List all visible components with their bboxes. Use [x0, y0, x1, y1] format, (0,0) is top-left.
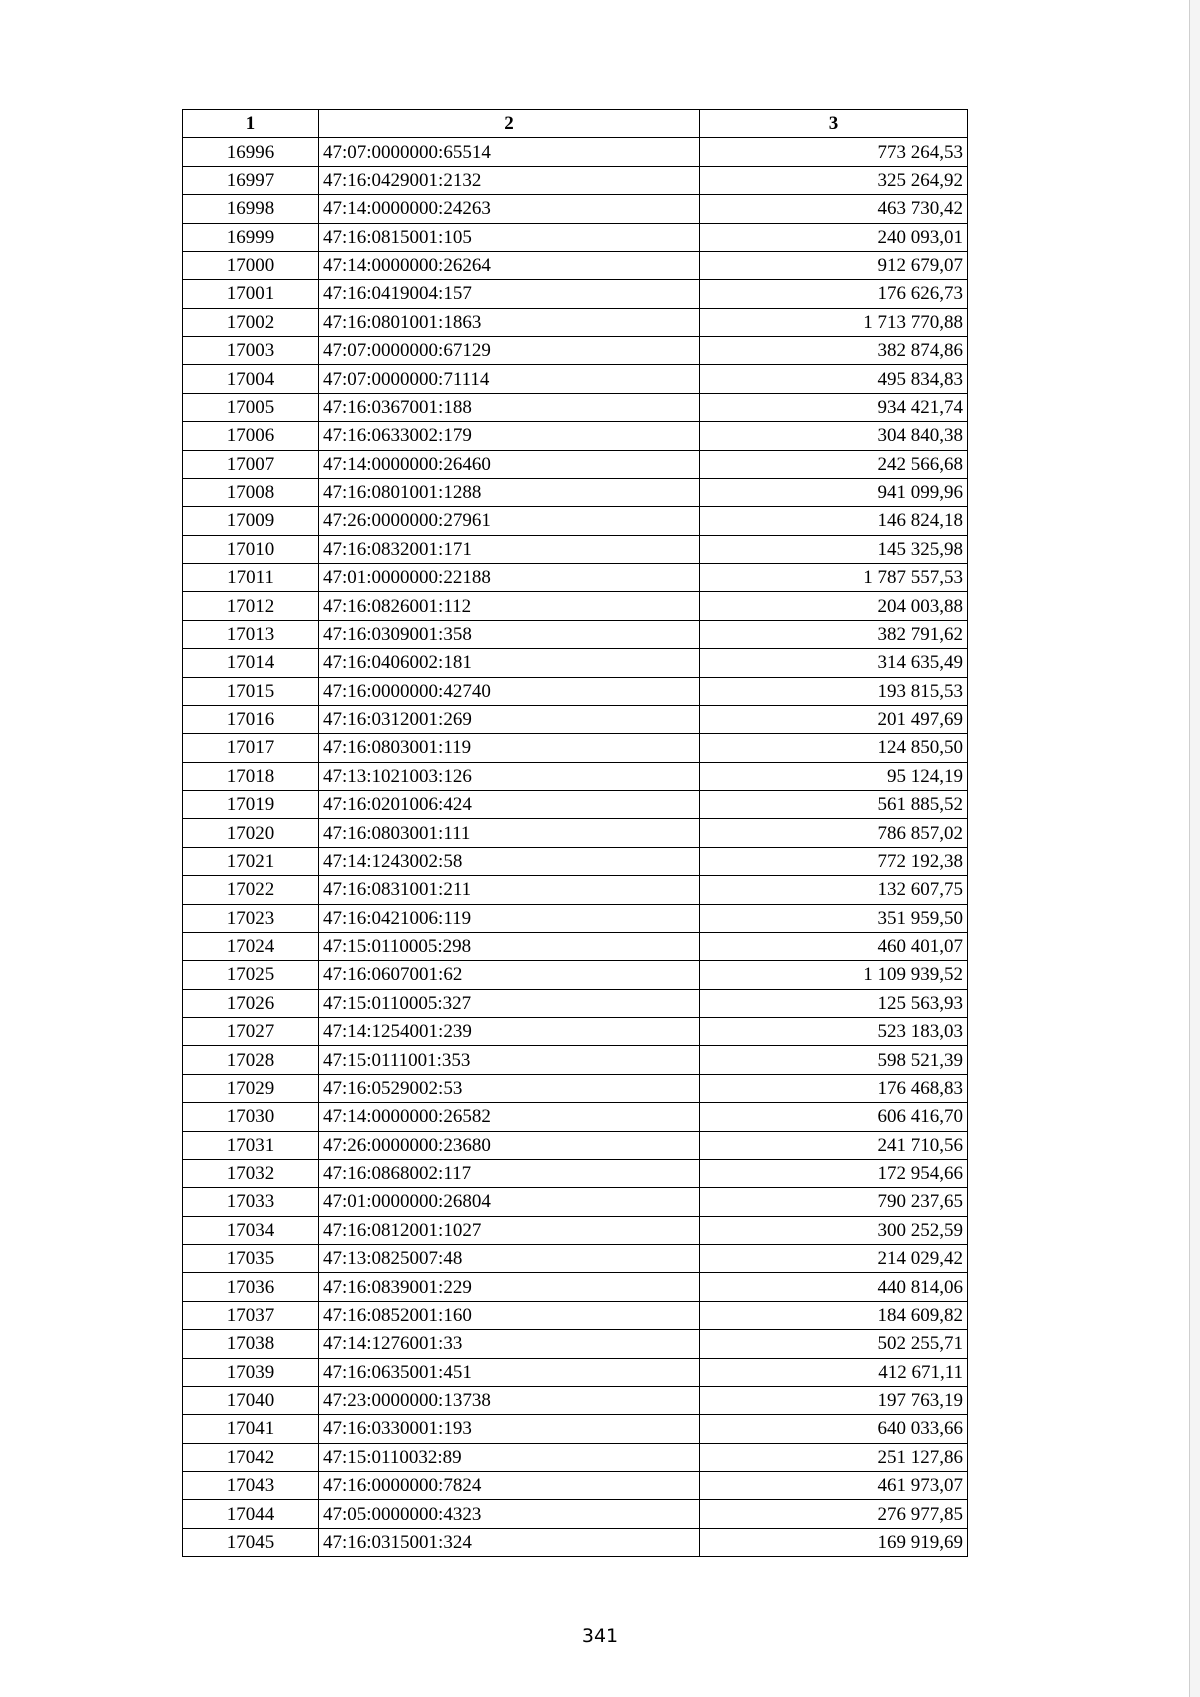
row-number-cell: 17038	[183, 1330, 319, 1358]
table-row	[183, 337, 968, 365]
cadastral-number-cell: 47:14:0000000:26582	[319, 1103, 700, 1131]
table-row	[183, 138, 968, 166]
value-cell: 440 814,06	[700, 1273, 968, 1301]
cadastral-number-cell: 47:26:0000000:23680	[319, 1131, 700, 1159]
row-number-cell: 17016	[183, 705, 319, 733]
table-row	[183, 1074, 968, 1102]
table-row	[183, 1500, 968, 1528]
cadastral-number-cell: 47:16:0421006:119	[319, 904, 700, 932]
cadastral-number-cell: 47:13:0825007:48	[319, 1245, 700, 1273]
row-number-cell: 17026	[183, 989, 319, 1017]
value-cell: 382 791,62	[700, 620, 968, 648]
cadastral-number-cell: 47:07:0000000:65514	[319, 138, 700, 166]
column-header-3: 3	[700, 110, 968, 138]
table-row	[183, 1358, 968, 1386]
row-number-cell: 17045	[183, 1528, 319, 1556]
table-row	[183, 620, 968, 648]
table-row	[183, 1046, 968, 1074]
value-cell: 640 033,66	[700, 1415, 968, 1443]
value-cell: 184 609,82	[700, 1301, 968, 1329]
table-row	[183, 1273, 968, 1301]
data-table	[182, 109, 968, 1557]
table-row	[183, 1188, 968, 1216]
cadastral-number-cell: 47:16:0801001:1288	[319, 478, 700, 506]
row-number-cell: 17004	[183, 365, 319, 393]
value-cell: 463 730,42	[700, 195, 968, 223]
value-cell: 124 850,50	[700, 734, 968, 762]
value-cell: 314 635,49	[700, 649, 968, 677]
value-cell: 169 919,69	[700, 1528, 968, 1556]
table-body	[183, 138, 968, 1557]
row-number-cell: 17014	[183, 649, 319, 677]
row-number-cell: 17017	[183, 734, 319, 762]
value-cell: 773 264,53	[700, 138, 968, 166]
row-number-cell: 17036	[183, 1273, 319, 1301]
row-number-cell: 17007	[183, 450, 319, 478]
cadastral-number-cell: 47:16:0635001:451	[319, 1358, 700, 1386]
value-cell: 1 787 557,53	[700, 564, 968, 592]
row-number-cell: 17024	[183, 932, 319, 960]
table-row	[183, 478, 968, 506]
table-row	[183, 308, 968, 336]
cadastral-number-cell: 47:14:0000000:24263	[319, 195, 700, 223]
value-cell: 176 468,83	[700, 1074, 968, 1102]
value-cell: 132 607,75	[700, 876, 968, 904]
cadastral-number-cell: 47:15:0110032:89	[319, 1443, 700, 1471]
row-number-cell: 17008	[183, 478, 319, 506]
row-number-cell: 17041	[183, 1415, 319, 1443]
value-cell: 204 003,88	[700, 592, 968, 620]
value-cell: 172 954,66	[700, 1159, 968, 1187]
value-cell: 241 710,56	[700, 1131, 968, 1159]
cadastral-number-cell: 47:05:0000000:4323	[319, 1500, 700, 1528]
cadastral-number-cell: 47:16:0312001:269	[319, 705, 700, 733]
cadastral-number-cell: 47:23:0000000:13738	[319, 1386, 700, 1414]
value-cell: 912 679,07	[700, 251, 968, 279]
table-row	[183, 762, 968, 790]
cadastral-number-cell: 47:16:0419004:157	[319, 280, 700, 308]
row-number-cell: 17027	[183, 1018, 319, 1046]
value-cell: 325 264,92	[700, 166, 968, 194]
value-cell: 412 671,11	[700, 1358, 968, 1386]
row-number-cell: 17031	[183, 1131, 319, 1159]
table-row	[183, 649, 968, 677]
cadastral-number-cell: 47:16:0815001:105	[319, 223, 700, 251]
value-cell: 351 959,50	[700, 904, 968, 932]
cadastral-number-cell: 47:16:0803001:119	[319, 734, 700, 762]
value-cell: 251 127,86	[700, 1443, 968, 1471]
value-cell: 382 874,86	[700, 337, 968, 365]
value-cell: 1 109 939,52	[700, 961, 968, 989]
value-cell: 176 626,73	[700, 280, 968, 308]
value-cell: 193 815,53	[700, 677, 968, 705]
row-number-cell: 17002	[183, 308, 319, 336]
table-row	[183, 677, 968, 705]
value-cell: 790 237,65	[700, 1188, 968, 1216]
table-row	[183, 1103, 968, 1131]
cadastral-number-cell: 47:13:1021003:126	[319, 762, 700, 790]
cadastral-number-cell: 47:15:0110005:327	[319, 989, 700, 1017]
cadastral-number-cell: 47:16:0000000:7824	[319, 1472, 700, 1500]
value-cell: 95 124,19	[700, 762, 968, 790]
table-row	[183, 1018, 968, 1046]
cadastral-number-cell: 47:16:0852001:160	[319, 1301, 700, 1329]
value-cell: 201 497,69	[700, 705, 968, 733]
table-header	[183, 110, 968, 138]
row-number-cell: 17040	[183, 1386, 319, 1414]
row-number-cell: 17022	[183, 876, 319, 904]
value-cell: 197 763,19	[700, 1386, 968, 1414]
row-number-cell: 17025	[183, 961, 319, 989]
cadastral-number-cell: 47:01:0000000:26804	[319, 1188, 700, 1216]
row-number-cell: 17030	[183, 1103, 319, 1131]
row-number-cell: 17011	[183, 564, 319, 592]
value-cell: 523 183,03	[700, 1018, 968, 1046]
table-row	[183, 592, 968, 620]
row-number-cell: 17044	[183, 1500, 319, 1528]
table-row	[183, 989, 968, 1017]
table-row	[183, 195, 968, 223]
table-row	[183, 1330, 968, 1358]
cadastral-number-cell: 47:16:0812001:1027	[319, 1216, 700, 1244]
row-number-cell: 17023	[183, 904, 319, 932]
table-row	[183, 166, 968, 194]
row-number-cell: 17021	[183, 847, 319, 875]
table-row	[183, 1159, 968, 1187]
cadastral-number-cell: 47:16:0330001:193	[319, 1415, 700, 1443]
value-cell: 240 093,01	[700, 223, 968, 251]
table-row	[183, 705, 968, 733]
cadastral-number-cell: 47:16:0367001:188	[319, 393, 700, 421]
row-number-cell: 17039	[183, 1358, 319, 1386]
column-header-1: 1	[183, 110, 319, 138]
cadastral-number-cell: 47:16:0201006:424	[319, 791, 700, 819]
column-header-2: 2	[319, 110, 700, 138]
table-row	[183, 1415, 968, 1443]
page-right-edge	[1189, 0, 1200, 1697]
row-number-cell: 17020	[183, 819, 319, 847]
cadastral-number-cell: 47:16:0801001:1863	[319, 308, 700, 336]
table-row	[183, 507, 968, 535]
cadastral-number-cell: 47:07:0000000:67129	[319, 337, 700, 365]
row-number-cell: 17003	[183, 337, 319, 365]
row-number-cell: 17012	[183, 592, 319, 620]
cadastral-number-cell: 47:16:0406002:181	[319, 649, 700, 677]
row-number-cell: 17000	[183, 251, 319, 279]
row-number-cell: 17006	[183, 422, 319, 450]
value-cell: 276 977,85	[700, 1500, 968, 1528]
value-cell: 598 521,39	[700, 1046, 968, 1074]
row-number-cell: 17010	[183, 535, 319, 563]
cadastral-number-cell: 47:16:0315001:324	[319, 1528, 700, 1556]
cadastral-number-cell: 47:16:0839001:229	[319, 1273, 700, 1301]
row-number-cell: 17028	[183, 1046, 319, 1074]
row-number-cell: 17034	[183, 1216, 319, 1244]
value-cell: 300 252,59	[700, 1216, 968, 1244]
cadastral-number-cell: 47:01:0000000:22188	[319, 564, 700, 592]
cadastral-number-cell: 47:14:1254001:239	[319, 1018, 700, 1046]
row-number-cell: 17019	[183, 791, 319, 819]
cadastral-number-cell: 47:14:0000000:26264	[319, 251, 700, 279]
value-cell: 1 713 770,88	[700, 308, 968, 336]
table-row	[183, 1472, 968, 1500]
table-row	[183, 223, 968, 251]
cadastral-number-cell: 47:14:1243002:58	[319, 847, 700, 875]
value-cell: 786 857,02	[700, 819, 968, 847]
row-number-cell: 17029	[183, 1074, 319, 1102]
value-cell: 304 840,38	[700, 422, 968, 450]
table-row	[183, 1245, 968, 1273]
cadastral-number-cell: 47:07:0000000:71114	[319, 365, 700, 393]
table-row	[183, 280, 968, 308]
row-number-cell: 17009	[183, 507, 319, 535]
cadastral-number-cell: 47:14:0000000:26460	[319, 450, 700, 478]
cadastral-number-cell: 47:16:0832001:171	[319, 535, 700, 563]
row-number-cell: 17032	[183, 1159, 319, 1187]
table-row	[183, 961, 968, 989]
cadastral-number-cell: 47:15:0110005:298	[319, 932, 700, 960]
value-cell: 606 416,70	[700, 1103, 968, 1131]
table-row	[183, 1216, 968, 1244]
table-row	[183, 1386, 968, 1414]
value-cell: 495 834,83	[700, 365, 968, 393]
table-row	[183, 904, 968, 932]
value-cell: 772 192,38	[700, 847, 968, 875]
table-row	[183, 1528, 968, 1556]
value-cell: 125 563,93	[700, 989, 968, 1017]
table-row	[183, 535, 968, 563]
cadastral-number-cell: 47:16:0529002:53	[319, 1074, 700, 1102]
header-row	[183, 110, 968, 138]
table-row	[183, 422, 968, 450]
value-cell: 934 421,74	[700, 393, 968, 421]
row-number-cell: 17005	[183, 393, 319, 421]
row-number-cell: 17037	[183, 1301, 319, 1329]
table-row	[183, 251, 968, 279]
value-cell: 561 885,52	[700, 791, 968, 819]
row-number-cell: 17035	[183, 1245, 319, 1273]
table-row	[183, 393, 968, 421]
value-cell: 214 029,42	[700, 1245, 968, 1273]
table-row	[183, 847, 968, 875]
cadastral-number-cell: 47:16:0868002:117	[319, 1159, 700, 1187]
value-cell: 242 566,68	[700, 450, 968, 478]
row-number-cell: 16997	[183, 166, 319, 194]
row-number-cell: 17015	[183, 677, 319, 705]
row-number-cell: 17042	[183, 1443, 319, 1471]
value-cell: 502 255,71	[700, 1330, 968, 1358]
cadastral-number-cell: 47:16:0826001:112	[319, 592, 700, 620]
cadastral-number-cell: 47:26:0000000:27961	[319, 507, 700, 535]
row-number-cell: 16996	[183, 138, 319, 166]
cadastral-number-cell: 47:16:0429001:2132	[319, 166, 700, 194]
row-number-cell: 17001	[183, 280, 319, 308]
value-cell: 145 325,98	[700, 535, 968, 563]
table-row	[183, 819, 968, 847]
table-row	[183, 1301, 968, 1329]
page-number: 341	[581, 1625, 619, 1647]
cadastral-number-cell: 47:16:0000000:42740	[319, 677, 700, 705]
table-row	[183, 564, 968, 592]
table-row	[183, 1131, 968, 1159]
table-row	[183, 876, 968, 904]
row-number-cell: 17013	[183, 620, 319, 648]
cadastral-number-cell: 47:16:0803001:111	[319, 819, 700, 847]
row-number-cell: 17018	[183, 762, 319, 790]
cadastral-number-cell: 47:16:0633002:179	[319, 422, 700, 450]
table-row	[183, 932, 968, 960]
table-row	[183, 791, 968, 819]
table-row	[183, 1443, 968, 1471]
value-cell: 460 401,07	[700, 932, 968, 960]
row-number-cell: 17043	[183, 1472, 319, 1500]
value-cell: 941 099,96	[700, 478, 968, 506]
row-number-cell: 16999	[183, 223, 319, 251]
table-row	[183, 734, 968, 762]
value-cell: 461 973,07	[700, 1472, 968, 1500]
value-cell: 146 824,18	[700, 507, 968, 535]
cadastral-number-cell: 47:16:0607001:62	[319, 961, 700, 989]
table-row	[183, 450, 968, 478]
cadastral-number-cell: 47:15:0111001:353	[319, 1046, 700, 1074]
cadastral-number-cell: 47:16:0309001:358	[319, 620, 700, 648]
table-row	[183, 365, 968, 393]
cadastral-number-cell: 47:16:0831001:211	[319, 876, 700, 904]
cadastral-number-cell: 47:14:1276001:33	[319, 1330, 700, 1358]
row-number-cell: 16998	[183, 195, 319, 223]
row-number-cell: 17033	[183, 1188, 319, 1216]
